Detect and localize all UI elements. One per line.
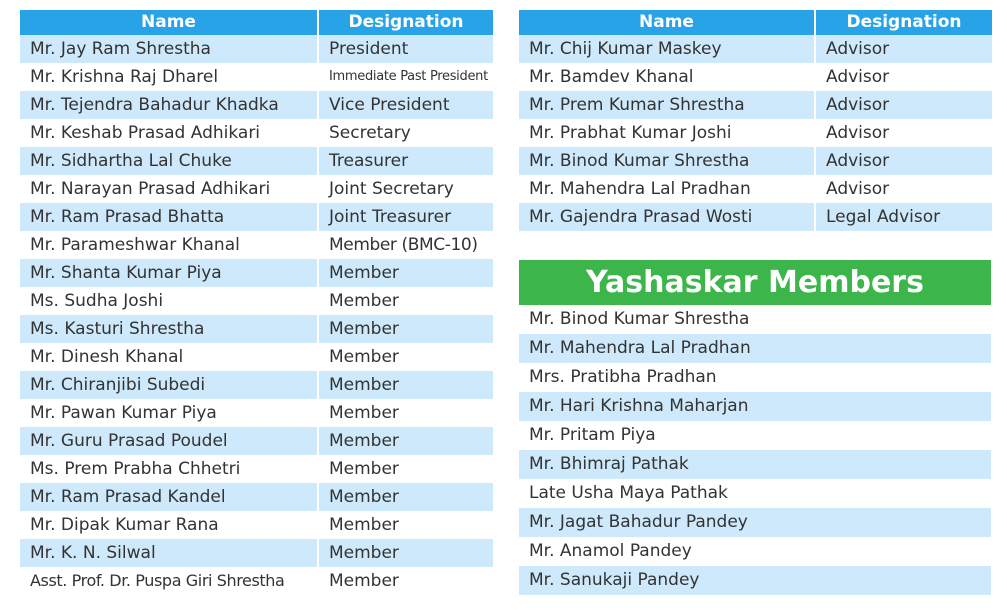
table-row: [519, 91, 992, 119]
advisor-name: Mr. Chij Kumar Maskey: [519, 35, 816, 63]
list-item: Mr. Anamol Pandey: [529, 541, 692, 561]
table-row: [20, 483, 493, 511]
table-header: [20, 10, 493, 35]
advisors-table: [519, 10, 992, 231]
section-title: Yashaskar Members: [519, 260, 991, 305]
member-name: Mr. Guru Prasad Poudel: [20, 427, 319, 455]
member-name: Mr. Shanta Kumar Piya: [20, 259, 319, 287]
table-row: [20, 287, 493, 315]
list-item: Late Usha Maya Pathak: [529, 483, 728, 503]
list-item: Mr. Binod Kumar Shrestha: [529, 309, 750, 329]
member-designation: Member: [329, 459, 399, 479]
member-designation: Immediate Past President: [329, 69, 488, 84]
member-designation: Member: [319, 371, 493, 399]
name-column-header: Name: [519, 10, 816, 35]
member-designation: Member: [329, 403, 399, 423]
table-row: [519, 63, 992, 91]
table-row: [20, 371, 493, 399]
table-row: [20, 203, 493, 231]
member-name: Mr. Dipak Kumar Rana: [20, 511, 319, 539]
table-row: [20, 399, 493, 427]
advisor-name: Mr. Gajendra Prasad Wosti: [519, 203, 816, 231]
member-designation: Member: [329, 515, 399, 535]
member-name: Mr. Keshab Prasad Adhikari: [20, 119, 319, 147]
member-designation: Member: [319, 259, 493, 287]
table-row: [20, 259, 493, 287]
member-designation: Member: [319, 427, 493, 455]
table-header: [519, 10, 992, 35]
designation-column-header: Designation: [816, 10, 992, 35]
member-designation: Member (BMC-10): [329, 235, 478, 255]
table-row: [20, 511, 493, 539]
yashaskar-member-list: [519, 305, 991, 595]
member-designation: President: [319, 35, 493, 63]
advisor-designation: Advisor: [816, 147, 992, 175]
advisor-name: Mr. Binod Kumar Shrestha: [519, 147, 816, 175]
table-row: [20, 455, 493, 483]
advisor-name: Mr. Prabhat Kumar Joshi: [519, 119, 816, 147]
member-designation: Joint Treasurer: [319, 203, 493, 231]
advisor-designation: Advisor: [826, 123, 890, 143]
list-item: Mr. Jagat Bahadur Pandey: [519, 508, 991, 537]
member-designation: Member: [319, 539, 493, 567]
table-row: [20, 343, 493, 371]
table-row: [519, 203, 992, 231]
advisor-designation: Advisor: [816, 35, 992, 63]
member-name: Mr. Tejendra Bahadur Khadka: [20, 91, 319, 119]
list-item: Mr. Sanukaji Pandey: [519, 566, 991, 595]
member-name: Mr. Ram Prasad Bhatta: [20, 203, 319, 231]
table-body: [20, 35, 493, 595]
committee-table: [20, 10, 493, 595]
advisor-name: Mr. Bamdev Khanal: [519, 63, 816, 91]
advisor-name: Mr. Prem Kumar Shrestha: [519, 91, 816, 119]
table-row: [20, 35, 493, 63]
designation-column-header: Designation: [319, 10, 493, 35]
member-name: Ms. Kasturi Shrestha: [20, 315, 319, 343]
member-name: Mr. Ram Prasad Kandel: [20, 483, 319, 511]
member-designation: Member: [329, 291, 399, 311]
list-item: Mr. Hari Krishna Maharjan: [519, 392, 991, 421]
name-column-header: Name: [20, 10, 319, 35]
member-name: Ms. Sudha Joshi: [20, 287, 319, 315]
advisor-designation: Advisor: [826, 67, 890, 87]
member-name: Mr. Parameshwar Khanal: [20, 231, 319, 259]
table-row: [20, 427, 493, 455]
member-name: Mr. Pawan Kumar Piya: [20, 399, 319, 427]
member-designation: Member: [319, 315, 493, 343]
table-row: [519, 147, 992, 175]
member-designation: Member: [329, 571, 399, 591]
member-name: Mr. Jay Ram Shrestha: [20, 35, 319, 63]
member-name: Asst. Prof. Dr. Puspa Giri Shrestha: [20, 567, 319, 595]
list-item: Mr. Mahendra Lal Pradhan: [519, 334, 991, 363]
advisor-designation: Advisor: [826, 179, 890, 199]
advisor-designation: Advisor: [816, 91, 992, 119]
table-row: [20, 231, 493, 259]
table-row: [20, 91, 493, 119]
member-name: Mr. Narayan Prasad Adhikari: [20, 175, 319, 203]
member-designation: Treasurer: [319, 147, 493, 175]
table-row: [20, 315, 493, 343]
table-row: [20, 119, 493, 147]
table-row: [20, 147, 493, 175]
member-designation: Member: [329, 347, 399, 367]
table-row: [20, 567, 493, 595]
member-name: Ms. Prem Prabha Chhetri: [20, 455, 319, 483]
table-row: [20, 539, 493, 567]
yashaskar-members-section: [519, 260, 991, 595]
member-name: Mr. K. N. Silwal: [20, 539, 319, 567]
member-name: Mr. Krishna Raj Dharel: [20, 63, 319, 91]
member-designation: Secretary: [329, 123, 411, 143]
table-row: [20, 175, 493, 203]
member-designation: Member: [319, 483, 493, 511]
table-row: [519, 35, 992, 63]
table-body: [519, 35, 992, 231]
member-name: Mr. Sidhartha Lal Chuke: [20, 147, 319, 175]
list-item: Mr. Pritam Piya: [529, 425, 656, 445]
member-designation: Joint Secretary: [329, 179, 454, 199]
advisor-designation: Legal Advisor: [816, 203, 992, 231]
table-row: [20, 63, 493, 91]
list-item: Mr. Bhimraj Pathak: [519, 450, 991, 479]
member-designation: Vice President: [319, 91, 493, 119]
advisor-name: Mr. Mahendra Lal Pradhan: [519, 175, 816, 203]
member-name: Mr. Dinesh Khanal: [20, 343, 319, 371]
member-name: Mr. Chiranjibi Subedi: [20, 371, 319, 399]
table-row: [519, 175, 992, 203]
list-item: Mrs. Pratibha Pradhan: [529, 367, 717, 387]
table-row: [519, 119, 992, 147]
